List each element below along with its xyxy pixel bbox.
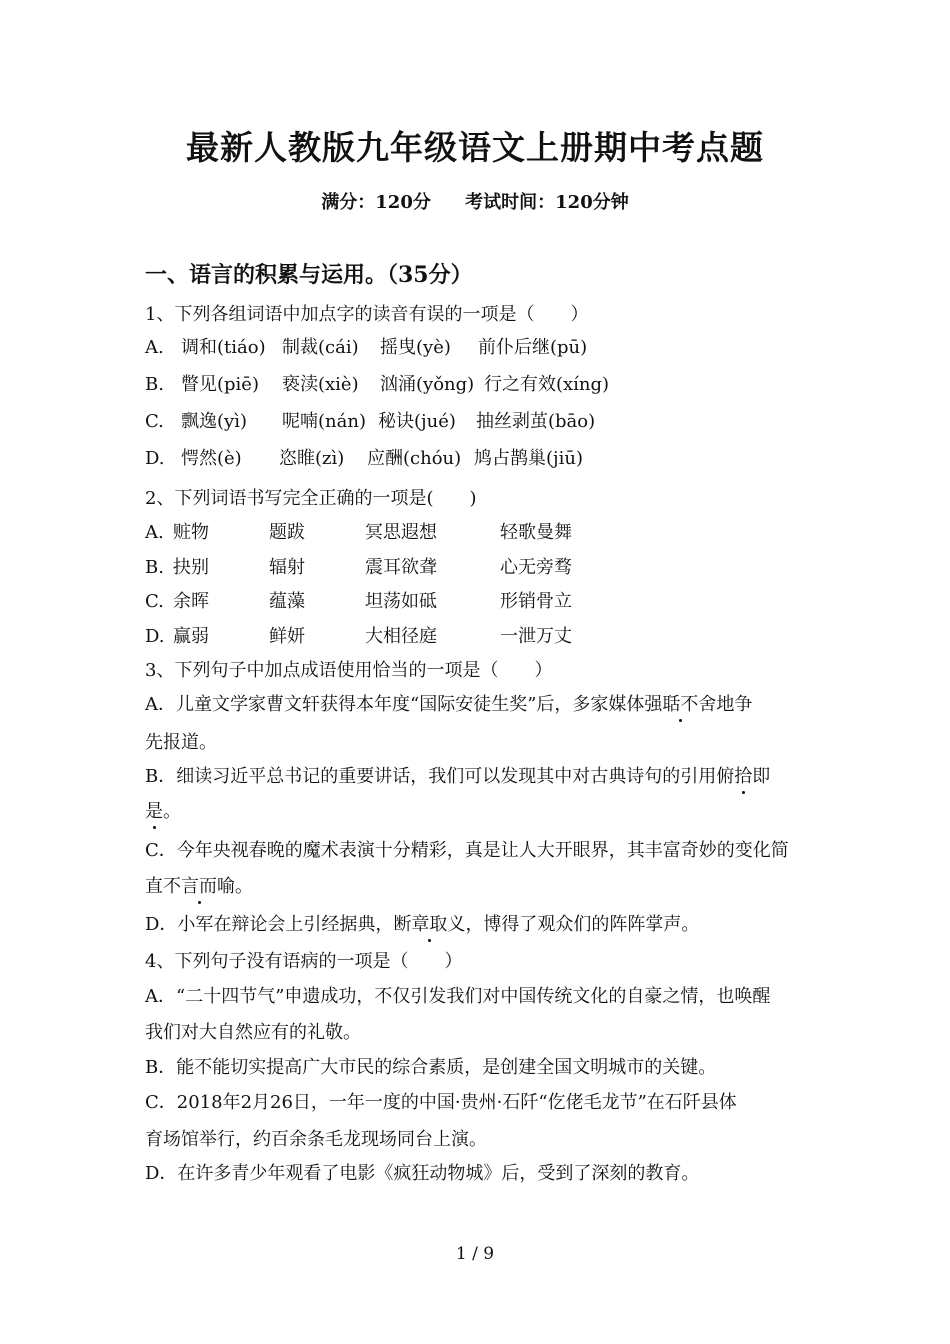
q2-option-a: A. 赃物 题跋 冥思遐想 轻歌曼舞 (145, 522, 572, 543)
dotted-idiom: 强聒不舍 (644, 690, 716, 716)
dotted-idiom: 是 (145, 797, 163, 823)
q2-stem: 2、下列词语书写完全正确的一项是( ) (145, 488, 477, 509)
page-title: 最新人教版九年级语文上册期中考点题 (186, 128, 764, 167)
q4-option-b: B．能不能切实提高广大市民的综合素质，是创建全国文明城市的关键。 (145, 1057, 717, 1078)
full-score: 满分：120分 (321, 192, 431, 213)
q4-stem: 4、下列句子没有语病的一项是（ ） (145, 951, 463, 972)
q2-option-d: D. 赢弱 鲜妍 大相径庭 一泄万丈 (145, 626, 572, 647)
q1-option-b: B. 瞥见(piē) 亵渎(xiè) 汹涌(yǒng) 行之有效(xíng) (145, 374, 610, 395)
exam-info (0, 188, 950, 214)
q3-option-c-cont: 直不言而喻。 (145, 872, 253, 898)
q2-option-b: B. 抉别 辐射 震耳欲聋 心无旁骛 (145, 557, 572, 578)
q4-option-c: C．2018年2月26日，一年一度的中国·贵州·石阡“仡佬毛龙节”在石阡县体 (145, 1092, 737, 1113)
q4-option-c-cont: 育场馆举行，约百余条毛龙现场同台上演。 (145, 1129, 487, 1150)
section-heading: 一、语言的积累与运用。（35分） (145, 262, 473, 288)
q4-option-a: A．“二十四节气”申遗成功，不仅引发我们对中国传统文化的自豪之情，也唤醒 (145, 986, 771, 1007)
q1-option-a: A. 调和(tiáo) 制裁(cái) 摇曳(yè) 前仆后继(pū) (145, 337, 588, 358)
dotted-idiom: 断章取义 (393, 910, 465, 936)
q3-option-d: D．小军在辩论会上引经据典，断章取义，博得了观众们的阵阵掌声。 (145, 910, 699, 936)
q4-option-a-cont: 我们对大自然应有的礼敬。 (145, 1022, 361, 1043)
q2-option-c: C. 余晖 蕴藻 坦荡如砥 形销骨立 (145, 591, 572, 612)
dotted-idiom: 不言而喻 (163, 872, 235, 898)
q1-option-c: C. 飘逸(yì) 呢喃(nán) 秘诀(jué) 抽丝剥茧(bāo) (145, 411, 596, 432)
q3-option-c: C．今年央视春晚的魔术表演十分精彩，真是让人大开眼界，其丰富奇妙的变化简 (145, 840, 789, 861)
page-number: 1 / 9 (455, 1244, 495, 1264)
q3-stem: 3、下列句子中加点成语使用恰当的一项是（ ） (145, 660, 553, 681)
q3-option-b: B．细读习近平总书记的重要讲话，我们可以发现其中对古典诗句的引用俯拾即 (145, 762, 770, 788)
exam-time: 考试时间：120分钟 (465, 192, 629, 213)
dotted-idiom: 俯拾即 (716, 762, 770, 788)
q3-option-a-cont: 先报道。 (145, 732, 217, 753)
q1-option-d: D. 愕然(è) 恣睢(zì) 应酬(chóu) 鸠占鹊巢(jiū) (145, 448, 583, 469)
q3-option-b-cont: 是。 (145, 797, 181, 823)
q4-option-d: D．在许多青少年观看了电影《疯狂动物城》后，受到了深刻的教育。 (145, 1163, 700, 1184)
q1-stem: 1、下列各组词语中加点字的读音有误的一项是（ ） (145, 304, 589, 325)
q3-option-a: A．儿童文学家曹文轩获得本年度“国际安徒生奖”后，多家媒体强聒不舍地争 (145, 690, 752, 716)
